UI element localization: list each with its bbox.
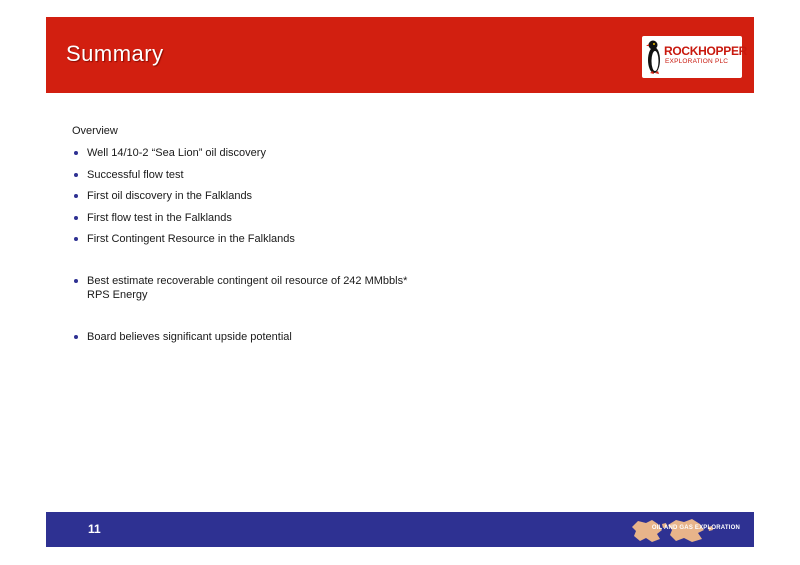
bullet-text: Best estimate recoverable contingent oil resource of 242 MMbbls* (87, 274, 408, 287)
bullet-dot-icon (74, 335, 78, 339)
bullet-item (72, 189, 712, 203)
bullet-dot-icon (74, 194, 78, 198)
bullet-dot-icon (74, 237, 78, 241)
footer-band (46, 512, 754, 547)
bullet-dot-icon (74, 151, 78, 155)
bullet-dot-icon (74, 173, 78, 177)
bullet-source-text: RPS Energy (87, 288, 148, 301)
bullet-item (72, 168, 712, 182)
section-heading: Overview (72, 125, 118, 137)
bullet-text: First oil discovery in the Falklands (87, 190, 253, 202)
company-logo (642, 36, 748, 78)
bullet-dot-icon (74, 279, 78, 283)
bullet-item (72, 232, 712, 246)
bullet-dot-icon (74, 216, 78, 220)
penguin-icon (646, 38, 662, 76)
bullet-item (72, 146, 712, 160)
bullet-list-upside (72, 330, 712, 344)
bullet-list-resource (72, 274, 712, 302)
bullet-text: Well 14/10-2 “Sea Lion” oil discovery (87, 147, 266, 159)
bullet-text: Board believes significant upside potential (87, 331, 292, 343)
bullet-item (72, 274, 712, 302)
spacer (72, 309, 712, 330)
bullet-item (72, 211, 712, 225)
bullet-text: First Contingent Resource in the Falklands (87, 233, 295, 245)
slide-title: Summary (66, 41, 164, 66)
bullet-list-overview (72, 146, 712, 246)
bullet-text: Successful flow test (87, 168, 184, 181)
bullet-text: First flow test in the Falklands (87, 211, 232, 224)
bullet-item (72, 330, 712, 344)
footer-tagline: OIL AND GAS EXPLORATION (651, 525, 740, 531)
logo-subtitle: EXPLORATION PLC (665, 58, 729, 65)
spacer (72, 254, 712, 274)
slide-content (72, 124, 712, 352)
page-number: 11 (88, 522, 101, 536)
header-band (46, 17, 754, 93)
logo-name: ROCKHOPPER (664, 44, 748, 58)
